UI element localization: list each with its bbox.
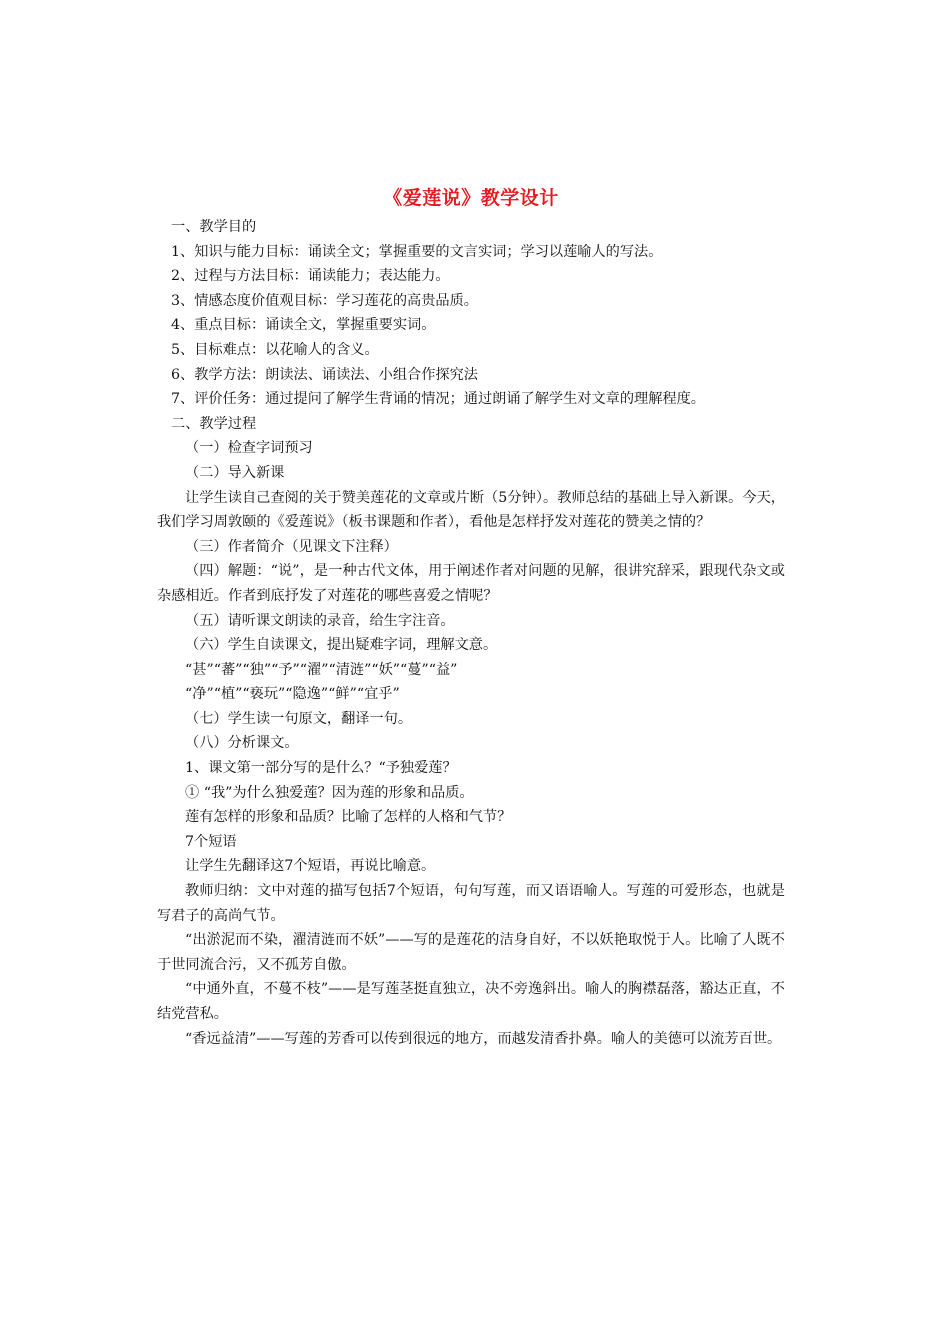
step-author-intro: （三）作者简介（见课文下注释） xyxy=(185,538,398,555)
paragraph-introduction: 让学生读自己查阅的关于赞美莲花的文章或片断（5分钟）。教师总结的基础上导入新课。今天，我们学习周敦颐的《爱莲说》（板书课题和作者），看他是怎样抒发对莲花的赞美之情的？ xyxy=(157,489,785,531)
question-part-one: 1、课文第一部分写的是什么？“予独爱莲？ xyxy=(185,760,457,777)
paragraph-title-explanation: （四）解题：“说”，是一种古代文体，用于阐述作者对问题的见解，很讲究辞采，跟现代杂文或杂感相近。作者到底抒发了对莲花的哪些喜爱之情呢？ xyxy=(157,563,785,604)
objective-item-5: 5、目标难点：以花喻人的含义。 xyxy=(171,341,379,358)
instruction-translate-phrases: 让学生先翻译这7个短语，再说比喻意。 xyxy=(185,858,436,875)
section-heading-objectives: 一、教学目的 xyxy=(171,219,257,235)
objective-item-7: 7、评价任务：通过提问了解学生背诵的情况；通过朗诵了解学生对文章的理解程度。 xyxy=(171,391,705,408)
objective-item-1: 1、知识与能力目标：诵读全文；掌握重要的文言实词；学习以莲喻人的写法。 xyxy=(171,243,663,260)
step-analyze-text: （八）分析课文。 xyxy=(185,735,299,752)
paragraph-phrase-fragrance: “香远益清”——写莲的芳香可以传到很远的地方，而越发清香扑鼻。喻人的美德可以流芳百世。 xyxy=(185,1030,782,1047)
section-heading-process: 二、教学过程 xyxy=(171,415,257,432)
objective-item-2: 2、过程与方法目标：诵读能力；表达能力。 xyxy=(171,268,450,285)
objective-item-6: 6、教学方法：朗读法、诵读法、小组合作探究法 xyxy=(171,366,478,383)
step-check-vocabulary: （一）检查字词预习 xyxy=(185,440,313,457)
step-self-reading: （六）学生自读课文，提出疑难字词，理解文意。 xyxy=(185,637,498,654)
objective-item-3: 3、情感态度价值观目标：学习莲花的高贵品质。 xyxy=(171,292,478,309)
page-title: 《爱莲说》教学设计 xyxy=(383,187,559,209)
step-listen-recording: （五）请听课文朗读的录音，给生字注音。 xyxy=(185,612,455,629)
question-why-love-lotus: ① “我”为什么独爱莲？因为莲的形象和品质。 xyxy=(185,784,474,801)
paragraph-teacher-summary: 教师归纳：文中对莲的描写包括7个短语，句句写莲，而又语语喻人。写莲的可爱形态，也就是写君子的高尚气节。 xyxy=(157,883,785,924)
label-seven-phrases: 7个短语 xyxy=(185,833,237,850)
paragraph-phrase-mud: “出淤泥而不染，濯清涟而不妖”——写的是莲花的洁身自好，不以妖艳取悦于人。比喻了人既不于世同流合污，又不孤芳自傲。 xyxy=(157,932,785,973)
step-read-translate: （七）学生读一句原文，翻译一句。 xyxy=(185,710,413,727)
step-introduce-lesson: （二）导入新课 xyxy=(185,464,285,481)
vocabulary-list-1: “甚”“蕃”“独”“予”“濯”“清涟”“妖”“蔓”“益” xyxy=(185,661,458,678)
question-lotus-qualities: 莲有怎样的形象和品质？比喻了怎样的人格和气节？ xyxy=(185,809,512,826)
vocabulary-list-2: “净”“植”“亵玩”“隐逸”“鲜”“宜乎” xyxy=(185,686,400,703)
document-page xyxy=(157,185,785,1051)
objective-item-4: 4、重点目标：诵读全文，掌握重要实词。 xyxy=(171,317,436,334)
paragraph-phrase-stem: “中通外直，不蔓不枝”——是写莲茎挺直独立，决不旁逸斜出。喻人的胸襟磊落，豁达正直，不结党营私。 xyxy=(157,981,785,1022)
